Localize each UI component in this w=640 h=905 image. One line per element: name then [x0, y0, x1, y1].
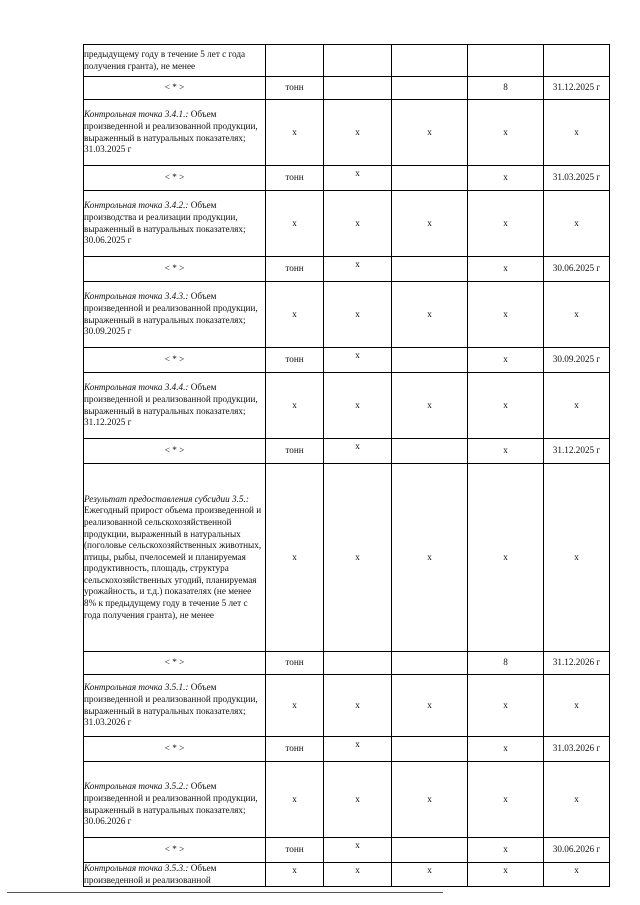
cell-2: х	[324, 675, 392, 737]
cell-2: х	[324, 737, 392, 762]
cell-2: х	[324, 439, 392, 464]
cell-4: х	[468, 439, 544, 464]
cell-2: х	[324, 863, 392, 887]
cell-5	[544, 45, 610, 77]
row-description: < * >	[84, 737, 266, 762]
table-row	[84, 675, 610, 737]
cell-4: х	[468, 464, 544, 652]
row-lead: Контрольная точка 3.4.4.:	[84, 382, 189, 393]
cell-5: 30.09.2025 г	[544, 348, 610, 373]
cell-3: х	[392, 191, 468, 257]
row-description: < * >	[84, 166, 266, 191]
footer-divider	[7, 892, 443, 893]
cell-5: х	[544, 373, 610, 439]
cell-5: х	[544, 762, 610, 838]
cell-1: тонн	[266, 439, 324, 464]
cell-4: 8	[468, 77, 544, 100]
row-lead: Контрольная точка 3.5.2.:	[84, 781, 189, 792]
table-row-measure	[84, 257, 610, 282]
row-description	[84, 373, 266, 439]
cell-3: х	[392, 464, 468, 652]
cell-3	[392, 166, 468, 191]
row-lead: Результат предоставления субсидии 3.5.:	[84, 493, 249, 504]
row-body: Ежегодный прирост объема произведенной и реализованной сельскохозяйственной продукции, выраженный в натуральных (поголовье сельскохозяйственных животных, птицы, рыбы, пчелосемей и планируемая продуктивность, площадь, структура сельскохозяйственных угодий, планируемая урожайность, и т.д.) показателях (не менее 8% к предыдущему году в течение 5 лет с года получения гранта), не менее	[84, 505, 262, 620]
cell-3: х	[392, 863, 468, 887]
cell-1: х	[266, 373, 324, 439]
cell-1: тонн	[266, 348, 324, 373]
row-description	[84, 45, 266, 77]
cell-4: х	[468, 863, 544, 887]
table-row	[84, 45, 610, 77]
row-description	[84, 282, 266, 348]
row-description	[84, 675, 266, 737]
cell-2: х	[324, 762, 392, 838]
cell-4: 8	[468, 652, 544, 675]
grant-results-table	[83, 44, 610, 887]
cell-3	[392, 439, 468, 464]
cell-1: х	[266, 100, 324, 166]
cell-1: тонн	[266, 166, 324, 191]
row-description	[84, 100, 266, 166]
cell-1: тонн	[266, 77, 324, 100]
cell-4: х	[468, 762, 544, 838]
cell-2	[324, 77, 392, 100]
cell-2: х	[324, 257, 392, 282]
cell-5: х	[544, 464, 610, 652]
table-row-measure	[84, 737, 610, 762]
cell-5: х	[544, 863, 610, 887]
table-row-measure	[84, 838, 610, 863]
table-row	[84, 762, 610, 838]
cell-4: х	[468, 675, 544, 737]
cell-3: х	[392, 675, 468, 737]
cell-4: х	[468, 348, 544, 373]
row-description: < * >	[84, 439, 266, 464]
cell-1: х	[266, 282, 324, 348]
cell-3: х	[392, 762, 468, 838]
cell-5: 31.03.2026 г	[544, 737, 610, 762]
cell-5: х	[544, 675, 610, 737]
cell-4: х	[468, 191, 544, 257]
cell-2: х	[324, 100, 392, 166]
row-lead: Контрольная точка 3.4.2.:	[84, 200, 189, 211]
cell-5: 30.06.2026 г	[544, 838, 610, 863]
row-body: Объем произведенной и реализованной	[84, 863, 217, 885]
row-description	[84, 191, 266, 257]
cell-3	[392, 348, 468, 373]
row-lead: Контрольная точка 3.4.1.:	[84, 109, 189, 120]
cell-3	[392, 838, 468, 863]
cell-1: х	[266, 762, 324, 838]
cell-5: 30.06.2025 г	[544, 257, 610, 282]
row-body: Объем произведенной и реализованной продукции, выраженный в натуральных показателях; 30.06.2026 г	[84, 781, 258, 827]
cell-5: 31.03.2025 г	[544, 166, 610, 191]
row-body: предыдущему году в течение 5 лет с года получения гранта), не менее	[84, 48, 246, 71]
table-row	[84, 191, 610, 257]
cell-2: х	[324, 166, 392, 191]
cell-2: х	[324, 838, 392, 863]
row-lead: Контрольная точка 3.5.1.:	[84, 682, 189, 693]
cell-1: х	[266, 675, 324, 737]
table-row	[84, 100, 610, 166]
table-row-measure	[84, 166, 610, 191]
cell-4: х	[468, 257, 544, 282]
cell-2: х	[324, 191, 392, 257]
cell-3	[392, 257, 468, 282]
cell-4	[468, 45, 544, 77]
cell-1: х	[266, 464, 324, 652]
row-description	[84, 762, 266, 838]
cell-4: х	[468, 838, 544, 863]
cell-4: х	[468, 737, 544, 762]
table-row	[84, 282, 610, 348]
row-body: Объем произведенной и реализованной продукции, выраженный в натуральных показателях; 31.03.2026 г	[84, 682, 258, 728]
cell-4: х	[468, 100, 544, 166]
cell-5: 31.12.2025 г	[544, 77, 610, 100]
cell-5: х	[544, 282, 610, 348]
row-body: Объем произведенной и реализованной продукции, выраженный в натуральных показателях; 30.09.2025 г	[84, 291, 258, 337]
cell-1: х	[266, 191, 324, 257]
row-description: < * >	[84, 652, 266, 675]
row-body: Объем производства и реализации продукции, выраженный в натуральных показателях; 30.06.2025 г	[84, 200, 246, 246]
cell-2: х	[324, 282, 392, 348]
cell-3	[392, 737, 468, 762]
cell-4: х	[468, 282, 544, 348]
cell-1: тонн	[266, 838, 324, 863]
cell-1: тонн	[266, 257, 324, 282]
cell-5: 31.12.2025 г	[544, 439, 610, 464]
cell-1: тонн	[266, 652, 324, 675]
cell-3: х	[392, 100, 468, 166]
row-description	[84, 863, 266, 887]
cell-5: х	[544, 191, 610, 257]
table-row-measure	[84, 348, 610, 373]
table-row-measure	[84, 652, 610, 675]
cell-3: х	[392, 373, 468, 439]
cell-2	[324, 652, 392, 675]
cell-3	[392, 652, 468, 675]
table-row-measure	[84, 77, 610, 100]
cell-1: тонн	[266, 737, 324, 762]
cell-2	[324, 45, 392, 77]
cell-1	[266, 45, 324, 77]
cell-5: 31.12.2026 г	[544, 652, 610, 675]
cell-1: х	[266, 863, 324, 887]
row-description: < * >	[84, 348, 266, 373]
row-body: Объем произведенной и реализованной продукции, выраженный в натуральных показателях; 31.12.2025 г	[84, 382, 258, 428]
row-description	[84, 464, 266, 652]
table-row	[84, 373, 610, 439]
cell-3	[392, 45, 468, 77]
table-row-measure	[84, 439, 610, 464]
cell-4: х	[468, 373, 544, 439]
row-description: < * >	[84, 838, 266, 863]
cell-2: х	[324, 373, 392, 439]
row-body: Объем произведенной и реализованной продукции, выраженный в натуральных показателях; 31.03.2025 г	[84, 109, 258, 155]
cell-5: х	[544, 100, 610, 166]
cell-3: х	[392, 282, 468, 348]
table-row	[84, 464, 610, 652]
cell-3	[392, 77, 468, 100]
table-row	[84, 863, 610, 887]
cell-2: х	[324, 348, 392, 373]
row-description: < * >	[84, 257, 266, 282]
row-description: < * >	[84, 77, 266, 100]
row-lead: Контрольная точка 3.5.3.:	[84, 863, 189, 873]
cell-2: х	[324, 464, 392, 652]
row-lead: Контрольная точка 3.4.3.:	[84, 291, 189, 302]
cell-4: х	[468, 166, 544, 191]
